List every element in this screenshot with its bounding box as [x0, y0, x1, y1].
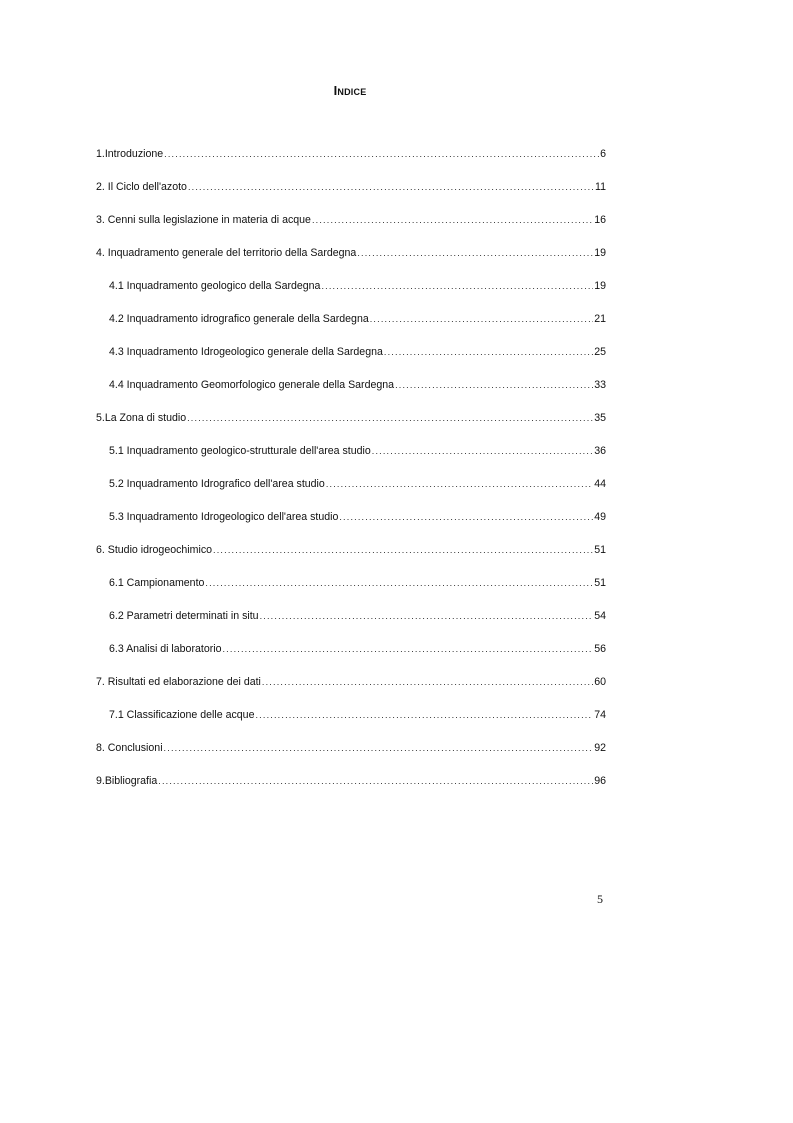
toc-entry-label: 5.2 Inquadramento Idrografico dell'area studio	[109, 478, 325, 490]
toc-entry[interactable]	[96, 245, 606, 278]
toc-entry-page: 36	[594, 445, 606, 457]
dot-leader	[213, 542, 593, 559]
dot-leader	[326, 476, 593, 493]
toc-entry-label: 8. Conclusioni	[96, 742, 163, 754]
toc-entry-label: 4.3 Inquadramento Idrogeologico generale della Sardegna	[109, 346, 383, 358]
toc-entry-page: 96	[594, 775, 606, 787]
toc-entry-page: 44	[594, 478, 606, 490]
toc-entry[interactable]	[96, 179, 606, 212]
toc-entry-label: 5.La Zona di studio	[96, 412, 187, 424]
toc-entry[interactable]	[96, 608, 606, 641]
table-of-contents	[96, 146, 606, 806]
toc-entry[interactable]	[96, 278, 606, 311]
toc-entry[interactable]	[96, 146, 606, 179]
toc-entry-label: 5.3 Inquadramento Idrogeologico dell'area studio	[109, 511, 339, 523]
toc-entry-page: 35	[594, 412, 606, 424]
toc-entry-label: 2. Il Ciclo dell'azoto	[96, 181, 187, 193]
toc-entry-label: 4.4 Inquadramento Geomorfologico generale della Sardegna	[109, 379, 395, 391]
toc-entry-label: 3. Cenni sulla legislazione in materia di acque	[96, 214, 311, 226]
toc-entry-page: 92	[594, 742, 606, 754]
dot-leader	[187, 410, 593, 427]
dot-leader	[339, 509, 593, 526]
dot-leader	[222, 641, 593, 658]
toc-entry-label: 4. Inquadramento generale del territorio della Sardegna	[96, 247, 357, 259]
toc-entry-page: 6	[600, 148, 606, 160]
toc-entry-page: 60	[594, 676, 606, 688]
toc-entry[interactable]	[96, 641, 606, 674]
dot-leader	[164, 740, 594, 757]
dot-leader	[384, 344, 593, 361]
toc-entry[interactable]	[96, 410, 606, 443]
toc-entry-page: 25	[594, 346, 606, 358]
toc-entry-page: 16	[594, 214, 606, 226]
toc-entry-label: 6.1 Campionamento	[109, 577, 205, 589]
toc-entry[interactable]	[96, 575, 606, 608]
toc-entry[interactable]	[96, 542, 606, 575]
toc-entry-label: 4.1 Inquadramento geologico della Sardegna	[109, 280, 321, 292]
dot-leader	[372, 443, 593, 460]
dot-leader	[262, 674, 593, 691]
toc-entry-page: 74	[594, 709, 606, 721]
toc-entry-page: 21	[594, 313, 606, 325]
toc-entry-page: 56	[594, 643, 606, 655]
dot-leader	[205, 575, 593, 592]
dot-leader	[158, 773, 593, 790]
page-number: 5	[597, 892, 603, 906]
toc-entry[interactable]	[96, 707, 606, 740]
toc-entry-label: 6.3 Analisi di laboratorio	[109, 643, 222, 655]
dot-leader	[260, 608, 594, 625]
dot-leader	[312, 212, 593, 229]
dot-leader	[357, 245, 593, 262]
toc-entry-page: 51	[594, 544, 606, 556]
page-title: Indice	[333, 83, 367, 98]
toc-entry[interactable]	[96, 674, 606, 707]
toc-entry-label: 5.1 Inquadramento geologico-strutturale dell'area studio	[109, 445, 371, 457]
toc-entry-label: 7.1 Classificazione delle acque	[109, 709, 255, 721]
dot-leader	[395, 377, 593, 394]
toc-entry-label: 1.Introduzione	[96, 148, 164, 160]
toc-entry[interactable]	[96, 476, 606, 509]
toc-entry-page: 49	[594, 511, 606, 523]
toc-entry-label: 9.Bibliografia	[96, 775, 158, 787]
toc-entry-page: 54	[594, 610, 606, 622]
dot-leader	[370, 311, 593, 328]
toc-entry-page: 33	[594, 379, 606, 391]
toc-entry-label: 4.2 Inquadramento idrografico generale della Sardegna	[109, 313, 369, 325]
dot-leader	[164, 146, 599, 163]
toc-entry[interactable]	[96, 509, 606, 542]
dot-leader	[321, 278, 593, 295]
toc-entry[interactable]	[96, 212, 606, 245]
toc-entry[interactable]	[96, 773, 606, 806]
toc-entry-page: 51	[594, 577, 606, 589]
dot-leader	[188, 179, 594, 196]
toc-entry-page: 19	[594, 247, 606, 259]
toc-entry[interactable]	[96, 377, 606, 410]
toc-entry-page: 11	[595, 181, 606, 193]
toc-entry[interactable]	[96, 344, 606, 377]
toc-entry-label: 7. Risultati ed elaborazione dei dati	[96, 676, 261, 688]
toc-entry-label: 6.2 Parametri determinati in situ	[109, 610, 259, 622]
dot-leader	[255, 707, 593, 724]
toc-entry-label: 6. Studio idrogeochimico	[96, 544, 213, 556]
toc-entry[interactable]	[96, 311, 606, 344]
toc-entry[interactable]	[96, 740, 606, 773]
toc-entry[interactable]	[96, 443, 606, 476]
toc-entry-page: 19	[594, 280, 606, 292]
